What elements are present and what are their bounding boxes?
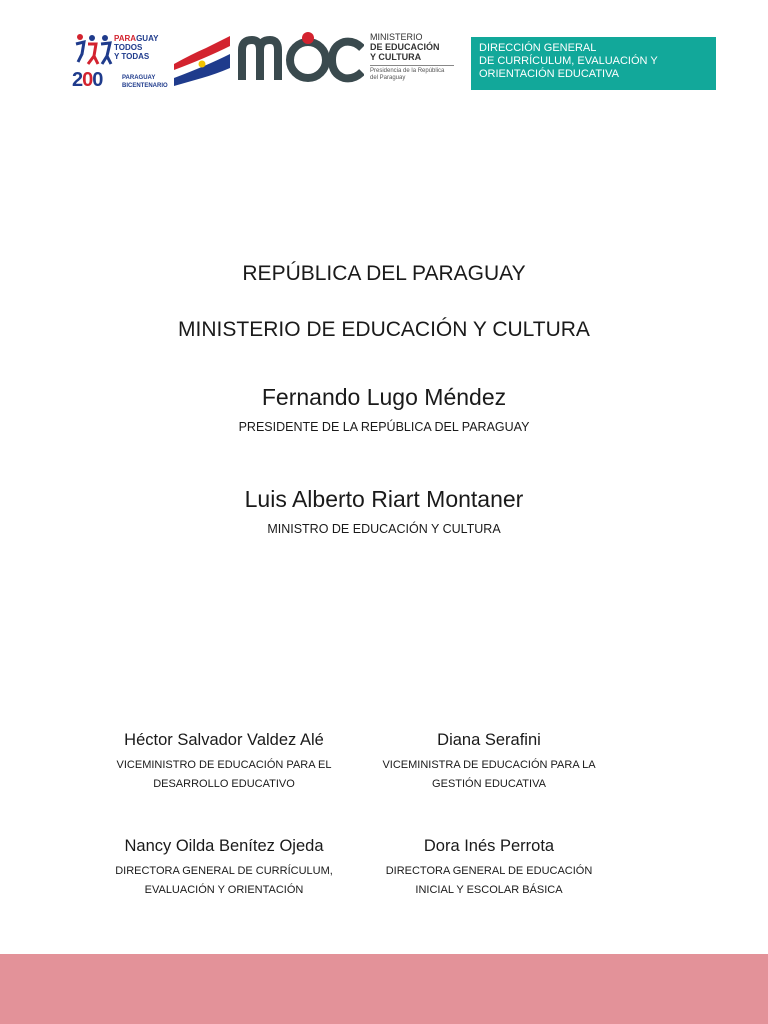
official-card: [369, 836, 609, 900]
official-card: [369, 730, 609, 794]
mec-divider: [370, 65, 454, 66]
heading-ministerio: MINISTERIO DE EDUCACIÓN Y CULTURA: [178, 318, 590, 341]
header-logos: [72, 24, 716, 94]
official-role-line2: DESARROLLO EDUCATIVO: [153, 778, 295, 790]
mec-logo-icon: [238, 28, 364, 88]
official-role-line1: VICEMINISTRO DE EDUCACIÓN PARA EL: [116, 759, 332, 771]
official-role-line1: VICEMINISTRA DE EDUCACIÓN PARA LA: [382, 759, 596, 771]
presidente-role: PRESIDENTE DE LA REPÚBLICA DEL PARAGUAY: [238, 420, 530, 434]
bicentenario-caption: PARAGUAY BICENTENARIO: [122, 75, 168, 89]
official-name: Héctor Salvador Valdez Alé: [124, 731, 324, 749]
official-card: [104, 730, 344, 794]
footer-band: [0, 954, 768, 1024]
people-figures-icon: [74, 32, 114, 66]
mec-ministry-name: MINISTERIO DE EDUCACIÓN Y CULTURA Presidencia de la República del Paraguay: [370, 32, 462, 82]
ministro-role: MINISTRO DE EDUCACIÓN Y CULTURA: [267, 522, 501, 536]
official-role-line1: DIRECTORA GENERAL DE EDUCACIÓN: [385, 865, 593, 877]
direccion-general-box: DIRECCIÓN GENERAL DE CURRÍCULUM, EVALUACIÓN Y ORIENTACIÓN EDUCATIVA: [471, 37, 716, 90]
official-role-line1: DIRECTORA GENERAL DE CURRÍCULUM,: [115, 865, 333, 877]
official-role-line2: INICIAL Y ESCOLAR BÁSICA: [415, 884, 563, 896]
official-name: Dora Inés Perrota: [423, 837, 555, 855]
bicentenario-number: 200: [72, 69, 103, 91]
official-role-line2: EVALUACIÓN Y ORIENTACIÓN: [144, 884, 304, 896]
ministro-name: Luis Alberto Riart Montaner: [244, 486, 524, 512]
bicentenario-logo: [72, 30, 172, 92]
official-role-line2: GESTIÓN EDUCATIVA: [432, 778, 546, 790]
official-name: Diana Serafini: [437, 731, 541, 749]
presidente-name: Fernando Lugo Méndez: [261, 384, 507, 410]
official-card: [104, 836, 344, 900]
paraguay-flag-icon: [172, 34, 232, 86]
official-name: Nancy Oilda Benítez Ojeda: [124, 837, 324, 855]
heading-republica: REPÚBLICA DEL PARAGUAY: [242, 262, 526, 285]
bicentenario-slogan: PARAGUAY TODOS Y TODAS: [114, 34, 159, 61]
